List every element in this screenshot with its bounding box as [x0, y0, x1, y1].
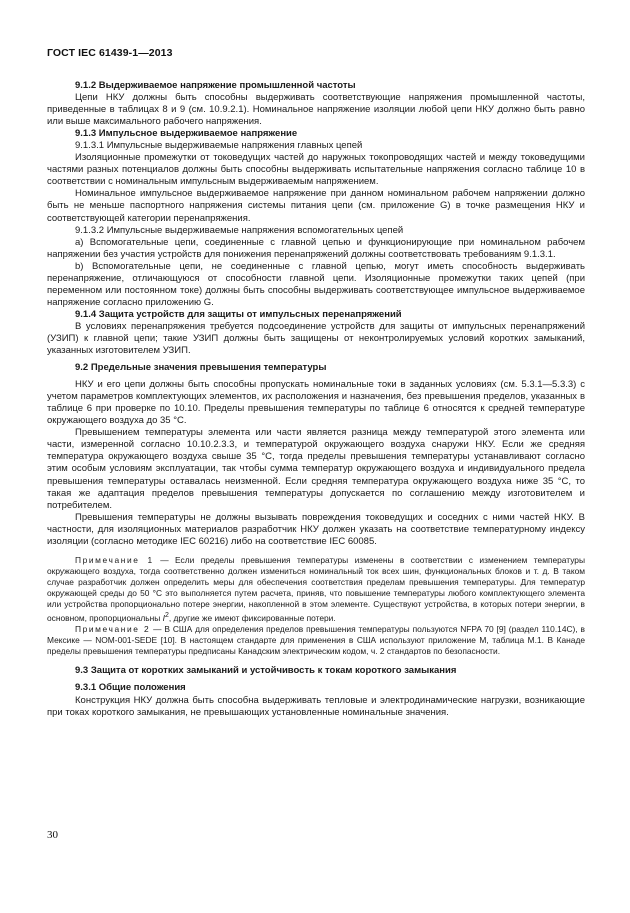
paragraph: Цепи НКУ должны быть способны выдерживать соответствующие напряжения промышленной частоты, приведенные в таблицах 8 и 9 (см. 10.9.2.1). Номинальное напряжение изоляции любой цепи НКУ должно быть равно или выше максимального рабочего напряжения.: [47, 92, 585, 128]
section-heading-9-2: 9.2 Предельные значения превышения температуры: [75, 362, 327, 374]
list-item-a: a) Вспомогательные цепи, соединенные с главной цепью и функционирующие при номинальном рабочем напряжении без участия устройств для понижения перенапряжений должны соответствовать требованиям 9.1.3.1.: [47, 236, 585, 260]
section-heading-9-1-2: 9.1.2 Выдерживаемое напряжение промышленной частоты: [75, 80, 356, 91]
note-label: Примечание 1: [75, 554, 154, 565]
page-header: ГОСТ IEC 61439-1—2013: [47, 47, 173, 59]
section-heading-9-1-4: 9.1.4 Защита устройств для защиты от импульсных перенапряжений: [75, 308, 402, 320]
note-text: — Если пределы превышения температуры изменены в соответствии с изменением температуры окружающего воздуха, тогда соответственно должен измениться номинальный ток всех шин, функциональных блоков и т. д. В таком случае разработчик должен определить меры для обеспечения соответствия пределам превышения температуры. Для температур окружающей среды до 50 °С это выполняется путем расчета, приняв, что повышение температуры любого комплектующего элемента или устройства пропорционально потере энергии, накопленной в этом элементе. Существуют устройства, в которых потери энергии, в основном, пропорциональны: [47, 554, 585, 624]
subsection-heading-9-1-3-2: 9.1.3.2 Импульсные выдерживаемые напряжения вспомогательных цепей: [75, 224, 404, 236]
note-1: [47, 555, 585, 624]
page-body: [47, 80, 585, 719]
paragraph: Превышения температуры не должны вызывать повреждения токоведущих и соседних с ними частей НКУ. В частности, для изоляционных материалов разработчик НКУ должен указать на соответствие температурному индексу изоляции (согласно методике IEC 60216) либо на соответствие IEC 60085.: [47, 511, 585, 547]
paragraph: Превышением температуры элемента или части является разница между температурой этого элемента или части, измеренной согласно 10.10.2.3.3, и температурой окружающего воздуха снаружи НКУ. Если же средняя температура окружающего воздуха свыше 35 °С, тогда пределы превышения температуры устанавливают согласно этим особым условиям эксплуатации, так чтобы сумма температур окружающего воздуха и индивидуального предела превышения температуры оставалась неизменной. Если средняя температура окружающего воздуха ниже 35 °С, то такая же адаптация пределов превышения температуры допускается по соглашению между изготовителем и потребителем.: [47, 427, 585, 511]
subsection-heading-9-1-3-1: 9.1.3.1 Импульсные выдерживаемые напряжения главных цепей: [75, 140, 363, 152]
paragraph: В условиях перенапряжения требуется подсоединение устройств для защиты от импульсных перенапряжений (УЗИП) к главной цепи; такие УЗИП должны быть защищены от неконтролируемых условий коротких замыканий, указанных изготовителем УЗИП.: [47, 320, 585, 357]
section-heading-9-3: 9.3 Защита от коротких замыканий и устойчивость к токам короткого замыкания: [75, 665, 457, 677]
section-heading-9-3-1: 9.3.1 Общие положения: [75, 682, 186, 694]
note-label: Примечание 2: [75, 624, 151, 635]
exponent: 2: [164, 612, 169, 620]
paragraph: Изоляционные промежутки от токоведущих частей до наружных токопроводящих частей и между токоведущими частями разных потенциалов должны быть способны выдерживать испытательные напряжения согласно таблице 10 в соответствии с номинальным импульсным выдерживаемым напряжением.: [47, 152, 585, 188]
page-number: 30: [47, 829, 58, 841]
list-item-b: b) Вспомогательные цепи, не соединенные с главной цепью, могут иметь способность выдерживать перенапряжение, отличающуюся от способности главной цепи. Изоляционные промежутки таких цепей (при переменном или постоянном токе) должны быть способны выдерживать соответствующее импульсное выдерживаемое напряжение согласно приложению G.: [47, 260, 585, 308]
paragraph: Номинальное импульсное выдерживаемое напряжение при данном номинальном рабочем напряжении должно быть не меньше паспортного напряжения системы питания цепи (см. приложение G) в точке размещения НКУ и соответствующей категории перенапряжения.: [47, 188, 585, 224]
paragraph: НКУ и его цепи должны быть способны пропускать номинальные токи в заданных условиях (см. 5.3.1—5.3.3) с учетом параметров комплектующих элементов, их расположения и назначения, без превышения пределов, указанных в таблице 6 при проверке по 10.10. Пределы превышения температуры по таблице 6 относятся к средней температуре окружающего воздуха до 35 °С.: [47, 379, 585, 427]
note-text-tail: , другие же имеют фиксированные потери.: [168, 613, 336, 624]
note-2: [47, 624, 585, 657]
current-symbol: I: [162, 613, 165, 624]
note-text: — В США для определения пределов превышения температуры пользуются NFPA 70 [9] (раздел 110.14C), в Мексике — NOM-001-SEDE [10]. В настоящем стандарте для применения в США используют приложение M, таблица M.1. В Канаде пределы превышения температуры предписаны Канадским электрическим кодом, ч. 2 стандартов по безопасности.: [47, 624, 585, 657]
paragraph: Конструкция НКУ должна быть способна выдерживать тепловые и электродинамические нагрузки, возникающие при токах короткого замыкания, не превышающих установленные номинальные значения.: [47, 694, 585, 718]
section-heading-9-1-3: 9.1.3 Импульсное выдерживаемое напряжение: [75, 128, 298, 140]
